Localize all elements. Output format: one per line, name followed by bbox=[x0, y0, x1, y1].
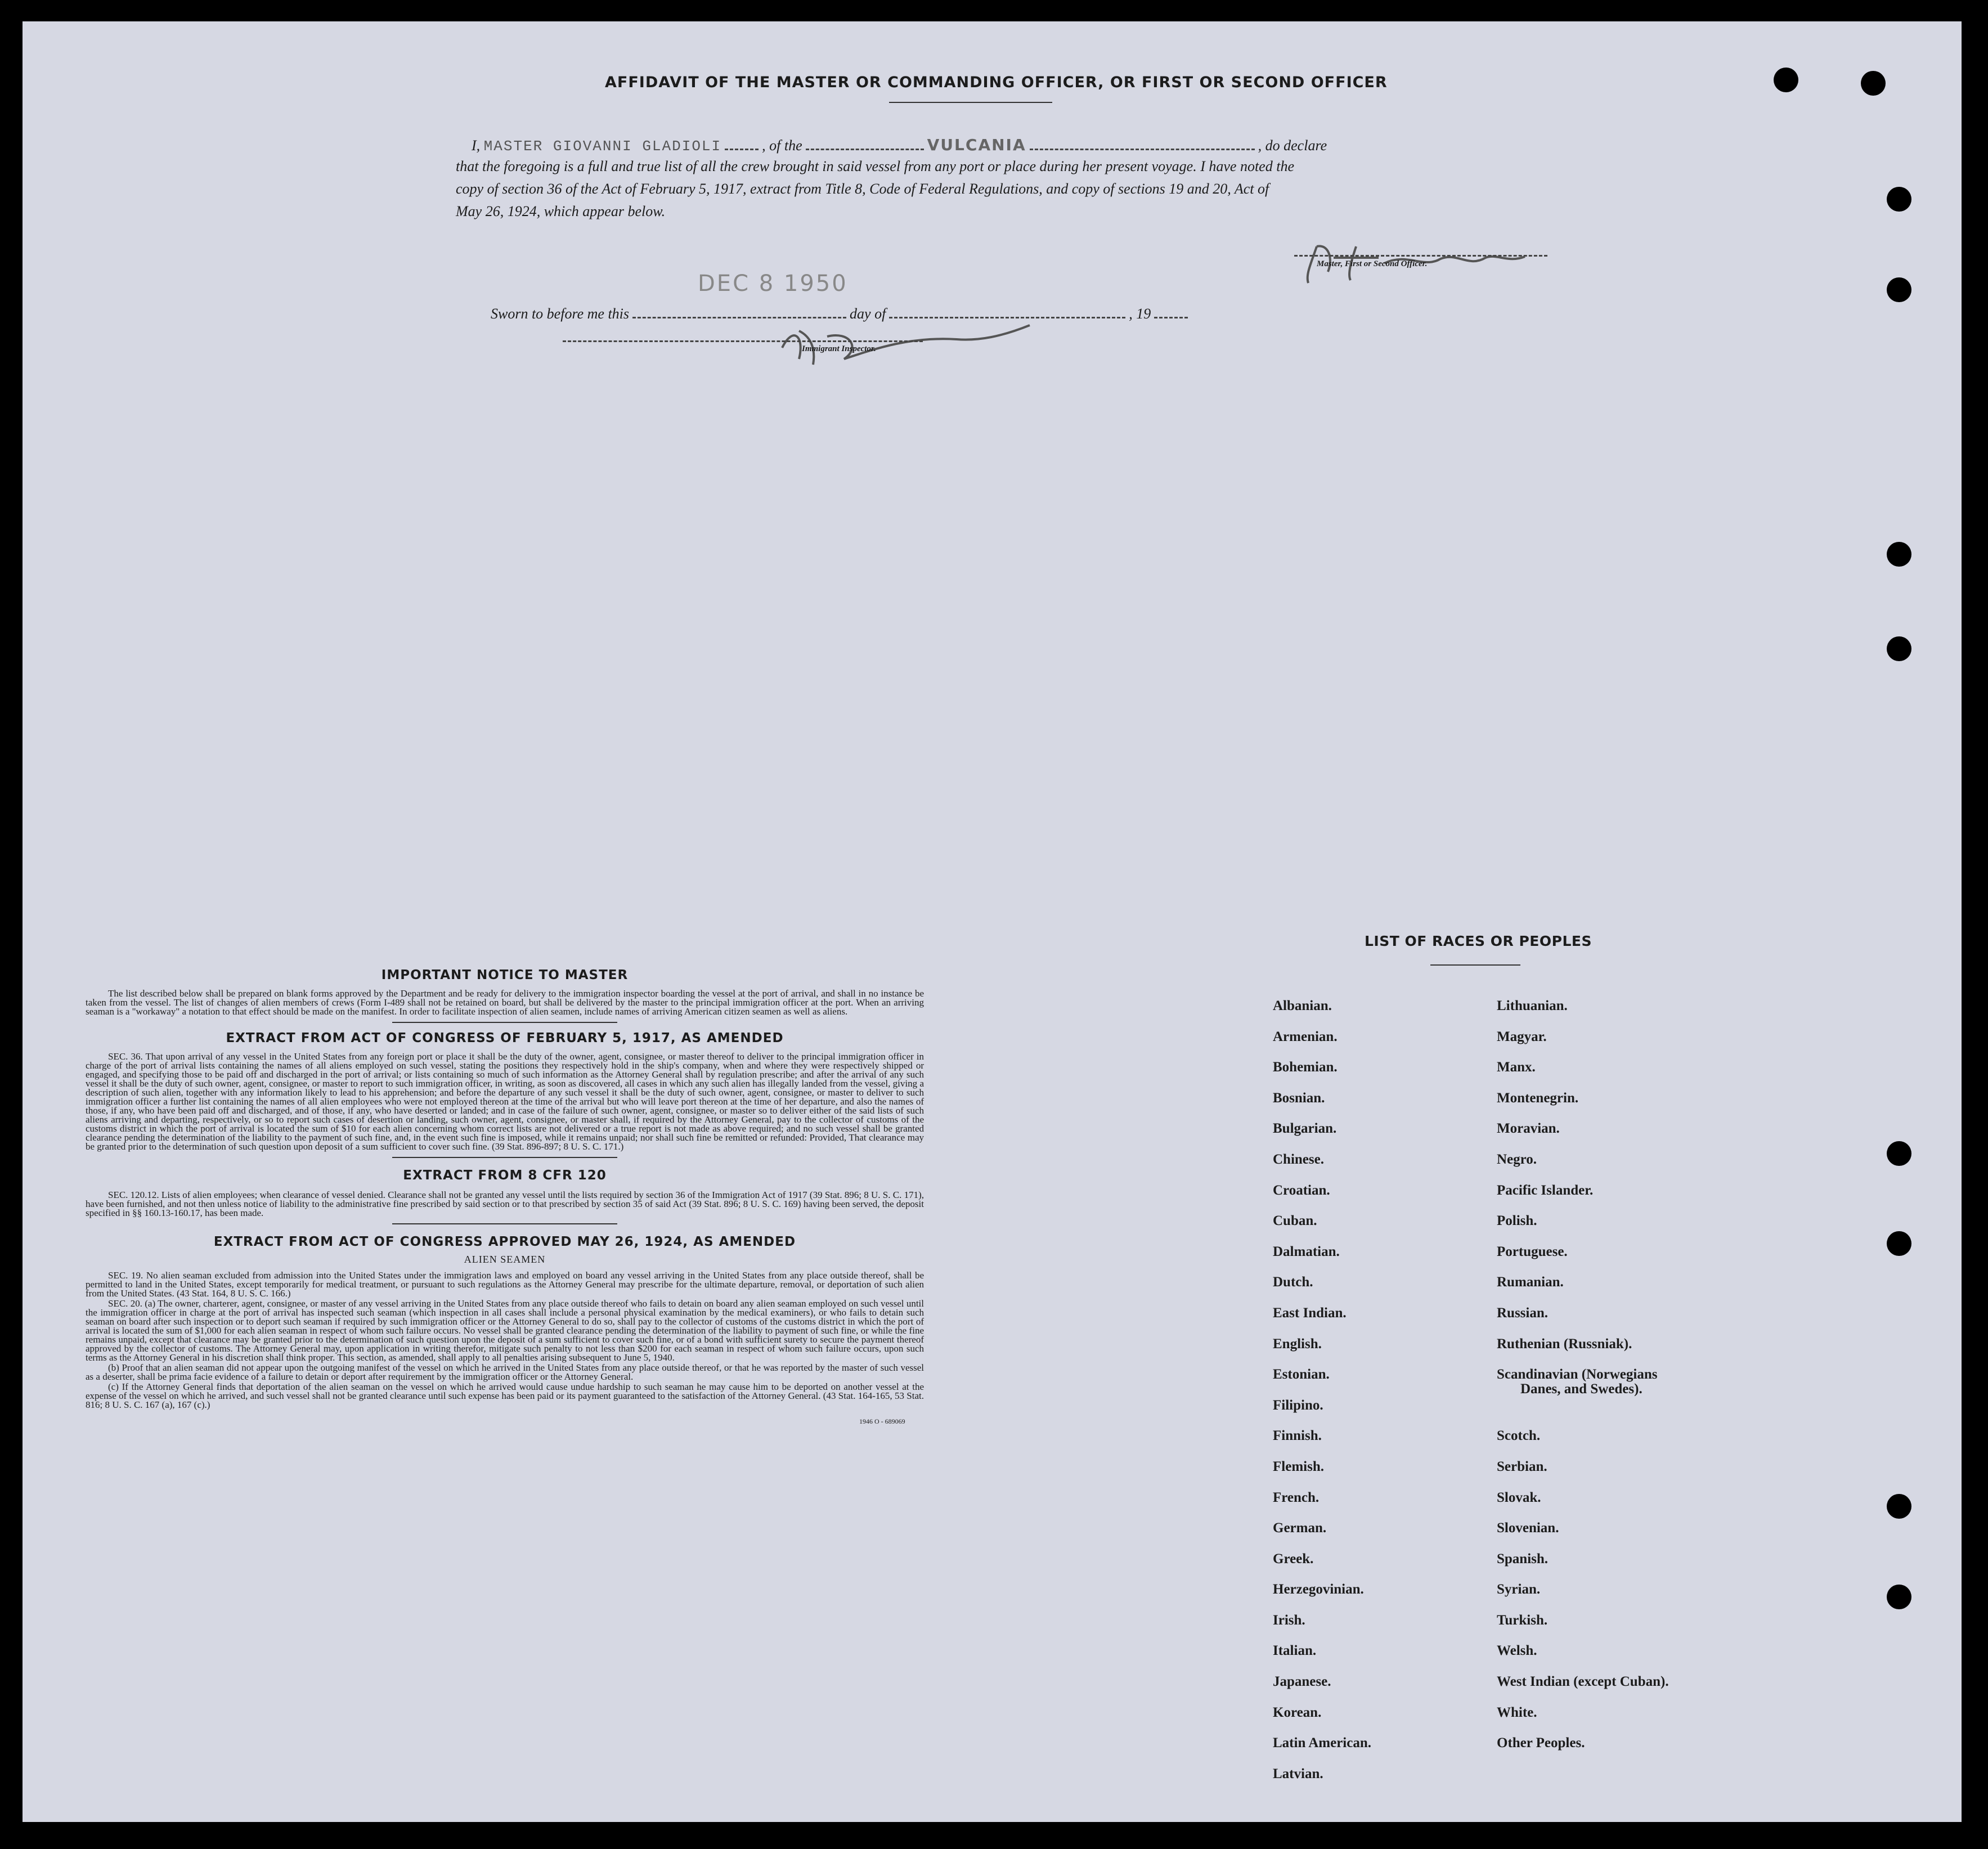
race-item-continuation: Danes, and Swedes). bbox=[1520, 1381, 1643, 1397]
extract-1924-paragraph: SEC. 19. No alien seaman excluded from admission into the United States under the immigration laws and employed on board any vessel arriving in the United States from any place outside thereof, shall be permitted to land in the United States, except temporarily for medical treatment, or pursuant to such regulations as the Attorney General may prescribe for the ultimate departure, removal, or deportation of such alien from the United States. (43 Stat. 164, 8 U. S. C. 166.) bbox=[86, 1270, 924, 1299]
title-underline bbox=[889, 102, 1052, 103]
race-item: Montenegrin. bbox=[1497, 1090, 1579, 1106]
race-item: Latin American. bbox=[1273, 1735, 1371, 1751]
notice-divider bbox=[392, 1022, 617, 1023]
race-item: Other Peoples. bbox=[1497, 1735, 1585, 1751]
inspector-signature-line bbox=[563, 340, 923, 342]
race-item: English. bbox=[1273, 1336, 1322, 1352]
race-item bbox=[1497, 1367, 1669, 1398]
sworn-text: Sworn to before me this bbox=[491, 306, 630, 322]
race-item: Syrian. bbox=[1497, 1582, 1541, 1597]
race-item: French. bbox=[1273, 1489, 1320, 1505]
race-item: Spanish. bbox=[1497, 1551, 1549, 1567]
race-item: Korean. bbox=[1273, 1704, 1322, 1720]
race-item: Albanian. bbox=[1273, 998, 1332, 1013]
races-title: LIST OF RACES OR PEOPLES bbox=[1365, 933, 1592, 949]
officer-label: Master, First or Second Officer. bbox=[1317, 259, 1428, 268]
race-item: Manx. bbox=[1497, 1060, 1536, 1075]
punch-hole bbox=[1774, 68, 1798, 92]
officer-signature bbox=[1294, 224, 1564, 291]
notice-title: IMPORTANT NOTICE TO MASTER bbox=[381, 968, 629, 982]
extract-1917-text: SEC. 36. That upon arrival of any vessel in the United States from any foreign port or place it shall be the duty of the owner, agent, consignee, or master thereof to deliver to the principal immigration officer in charge of the port of arrival lists containing the names of all aliens employed on such vessel, stating the positions they respectively hold in the ship's company, when and where they were respectively shipped or engaged, and specifying those to be paid off and discharged in the port of arrival; or lists containing so much of such information as the Attorney General shall by regulation prescribe; and after the arrival of any such vessel it shall be the duty of such owner, agent, consignee, or master to report to such immigration officer, in writing, as soon as discovered, all cases in which any such alien has illegally landed from the vessel, giving a description of such alien, together with any information likely to lead to his apprehension; and before the departure of any such vessel it shall be the duty of such owner, agent, consignee, or master to deliver to such immigration officer a further list containing the names of all alien employees who were not employed thereon at the time of the arrival but who will leave port thereon at the time of her departure, and also the names of those, if any, who have been paid off and discharged, and of those, if any, who have deserted or landed; and in case of the failure of such owner, agent, consignee, or master so to deliver either of the said lists of such aliens arriving and departing, respectively, or so to report such cases of desertion or landing, such owner, agent, consignee, or master shall, if required by the Attorney General, pay to the collector of customs of the customs district in which the port of arrival is located the sum of $10 for each alien concerning whom correct lists are not delivered or a true report is not made as above required; and no such vessel shall be granted clearance pending the determination of the liability to the payment of such fine, and, in the event such fine is imposed, while it remains unpaid; nor shall such fine be remitted or refunded: Provided, That clearance may be granted prior to the determination of such question upon deposit of a sum sufficient to cover such fine. (39 Stat. 896-897; 8 U. S. C. 171.) bbox=[86, 1051, 924, 1152]
race-item: Bulgarian. bbox=[1273, 1121, 1337, 1137]
races-column-2 bbox=[1497, 999, 1669, 1767]
day-of-text: day of bbox=[850, 306, 886, 322]
race-item: Serbian. bbox=[1497, 1458, 1547, 1474]
race-item: Slovak. bbox=[1497, 1489, 1541, 1505]
race-item: Rumanian. bbox=[1497, 1274, 1564, 1290]
vessel-name: VULCANIA bbox=[927, 136, 1026, 154]
master-name: MASTER GIOVANNI GLADIOLI bbox=[483, 138, 722, 155]
race-item: Lithuanian. bbox=[1497, 998, 1568, 1013]
declaration-line-2: that the foregoing is a full and true list of all the crew brought in said vessel from any port or place during her present voyage. I have noted the bbox=[456, 158, 1294, 174]
race-item: Bosnian. bbox=[1273, 1090, 1325, 1106]
race-item: Cuban. bbox=[1273, 1213, 1317, 1229]
extract-1917-title: EXTRACT FROM ACT OF CONGRESS OF FEBRUARY 5, 1917, AS AMENDED bbox=[226, 1031, 784, 1045]
punch-hole bbox=[1887, 1494, 1911, 1519]
race-item: Croatian. bbox=[1273, 1182, 1330, 1198]
punch-hole bbox=[1887, 636, 1911, 661]
cfr-text: SEC. 120.12. Lists of alien employees; when clearance of vessel denied. Clearance shall not be granted any vessel until the lists required by section 36 of the Immigration Act of 1917 (39 Stat. 896; 8 U. S. C. 171), have been furnished, and not then unless notice of liability to the administrative fine prescribed by said section or to that prescribed by section 35 of said Act (39 Stat. 896; 8 U. S. C. 169) having been served, the deposit specified in §§ 160.13-160.17, has been made. bbox=[86, 1190, 924, 1218]
race-item: German. bbox=[1273, 1520, 1327, 1536]
affidavit-title: AFFIDAVIT OF THE MASTER OR COMMANDING OFFICER, OR FIRST OR SECOND OFFICER bbox=[605, 74, 1388, 91]
race-item: Negro. bbox=[1497, 1151, 1537, 1167]
race-item: Turkish. bbox=[1497, 1612, 1548, 1628]
extract-1924-paragraph: (b) Proof that an alien seaman did not appear upon the outgoing manifest of the vessel on which he arrived in the United States from any place outside thereof, or that he was reported by the master of such vessel as a deserter, shall be prima facie evidence of a failure to detain or deport after requirement by the immigration officer or the Attorney General. bbox=[86, 1362, 924, 1382]
print-code: 1946 O - 689069 bbox=[859, 1417, 905, 1425]
race-item: Japanese. bbox=[1273, 1674, 1331, 1690]
race-item: Herzegovinian. bbox=[1273, 1582, 1364, 1597]
document-page bbox=[23, 21, 1962, 1822]
declaration-line-4: May 26, 1924, which appear below. bbox=[456, 203, 666, 219]
punch-hole bbox=[1887, 1585, 1911, 1609]
race-item: Polish. bbox=[1497, 1213, 1537, 1229]
extract-1924-title: EXTRACT FROM ACT OF CONGRESS APPROVED MAY 26, 1924, AS AMENDED bbox=[213, 1235, 796, 1249]
race-item-label: Scandinavian (Norwegians bbox=[1497, 1367, 1658, 1383]
punch-hole bbox=[1861, 71, 1886, 96]
races-title-underline bbox=[1430, 964, 1520, 966]
race-item: Estonian. bbox=[1273, 1367, 1330, 1383]
race-item: Dutch. bbox=[1273, 1274, 1313, 1290]
race-item: Moravian. bbox=[1497, 1121, 1560, 1137]
declaration-line-3: copy of section 36 of the Act of February 5, 1917, extract from Title 8, Code of Federal Regulations, and copy of sections 19 and 20, Act of bbox=[456, 181, 1269, 197]
race-item: Slovenian. bbox=[1497, 1520, 1559, 1536]
inspector-label: Immigrant Inspector. bbox=[802, 344, 876, 353]
cfr-divider bbox=[392, 1223, 617, 1224]
race-item: Latvian. bbox=[1273, 1766, 1323, 1781]
race-item: Bohemian. bbox=[1273, 1060, 1338, 1075]
legal-notices bbox=[86, 968, 924, 1426]
punch-hole bbox=[1887, 1141, 1911, 1166]
officer-signature-line bbox=[1294, 255, 1547, 257]
race-item bbox=[1497, 1398, 1669, 1429]
race-item: Portuguese. bbox=[1497, 1244, 1568, 1259]
race-item: Dalmatian. bbox=[1273, 1244, 1340, 1259]
race-item: Irish. bbox=[1273, 1612, 1305, 1628]
race-item: Pacific Islander. bbox=[1497, 1182, 1594, 1198]
race-item: Flemish. bbox=[1273, 1458, 1324, 1474]
declaration-line-1 bbox=[472, 136, 1327, 155]
race-item: Finnish. bbox=[1273, 1428, 1322, 1444]
extract-1924-paragraph: (c) If the Attorney General finds that deportation of the alien seaman on the vessel on which he arrived would cause undue hardship to such seaman he may cause him to be deported on another vessel at the expense of the vessel on which he arrived, and such vessel shall not be granted clearance until such expense has been paid or its payment guaranteed to the satisfaction of the Attorney General. (43 Stat. 164-165, 53 Stat. 816; 8 U. S. C. 167 (a), 167 (c).) bbox=[86, 1381, 924, 1410]
extract-1924-paragraph: SEC. 20. (a) The owner, charterer, agent, consignee, or master of any vessel arriving in the United States from any place outside thereof who fails to detain on board any alien seaman employed on such vessel until the immigration officer in charge at the port of arrival has inspected such seaman (which inspection in all cases shall include a personal physical examination by the medical examiners), or who fails to detain such seaman on board after such inspection or to deport such seaman if required by such immigration officer or the Attorney General to do so, shall pay to the collector of customs of the customs district in which the port of arrival is located the sum of $1,000 for each alien seaman in respect of whom such failure occurs. No vessel shall be granted clearance pending the determination of the liability to payment of such fine, or while the fine remains unpaid, except that clearance may be granted prior to the determination of such question upon the deposit of a sum sufficient to cover such fine, or of a bond with sufficient surety to secure the payment thereof approved by the collector of customs. The Attorney General may, upon application in writing therefor, mitigate such penalty to not less than $200 for each seaman in respect of whom such failure occurs, upon such terms as the Attorney General in his discretion shall think proper. This section, as amended, shall apply to all penalties arising subsequent to June 5, 1940. bbox=[86, 1298, 924, 1363]
race-item: West Indian (except Cuban). bbox=[1497, 1674, 1669, 1690]
race-item: Filipino. bbox=[1273, 1397, 1323, 1413]
punch-hole bbox=[1887, 187, 1911, 212]
race-item: Chinese. bbox=[1273, 1151, 1324, 1167]
punch-hole bbox=[1887, 542, 1911, 567]
race-item: Welsh. bbox=[1497, 1643, 1537, 1659]
race-item: Italian. bbox=[1273, 1643, 1317, 1659]
race-item: Greek. bbox=[1273, 1551, 1314, 1567]
race-item: East Indian. bbox=[1273, 1305, 1347, 1321]
do-declare-text: , do declare bbox=[1258, 137, 1327, 154]
notice-text: The list described below shall be prepared on blank forms approved by the Department and be ready for delivery to the immigration inspector boarding the vessel at the port of arrival, and shall in no instance be taken from the vessel. The list of changes of alien members of crews (Form I-489 shall not be retained on board, but shall be delivered by the master to the principal immigration officer at the port. When an arriving seaman is a "workaway" a notation to that effect should be made on the manifest. In order to facilitate inspection of alien seamen, include names of arriving American citizen seamen as well as aliens. bbox=[86, 988, 924, 1017]
declaration-prefix: I, bbox=[472, 137, 481, 154]
race-item: Armenian. bbox=[1273, 1029, 1338, 1044]
race-item: Magyar. bbox=[1497, 1029, 1547, 1044]
alien-seamen-subtitle: ALIEN SEAMEN bbox=[464, 1254, 546, 1265]
race-item: White. bbox=[1497, 1704, 1537, 1720]
year-prefix-text: , 19 bbox=[1129, 306, 1151, 322]
race-item: Scotch. bbox=[1497, 1428, 1541, 1444]
race-item: Ruthenian (Russniak). bbox=[1497, 1336, 1632, 1352]
punch-hole bbox=[1887, 1231, 1911, 1256]
races-column-1 bbox=[1273, 999, 1371, 1797]
punch-hole bbox=[1887, 277, 1911, 302]
extract-1917-divider bbox=[392, 1157, 617, 1158]
of-the-text: , of the bbox=[762, 137, 802, 154]
race-item: Russian. bbox=[1497, 1305, 1549, 1321]
cfr-title: EXTRACT FROM 8 CFR 120 bbox=[403, 1168, 607, 1183]
date-stamp: DEC 8 1950 bbox=[698, 271, 848, 297]
